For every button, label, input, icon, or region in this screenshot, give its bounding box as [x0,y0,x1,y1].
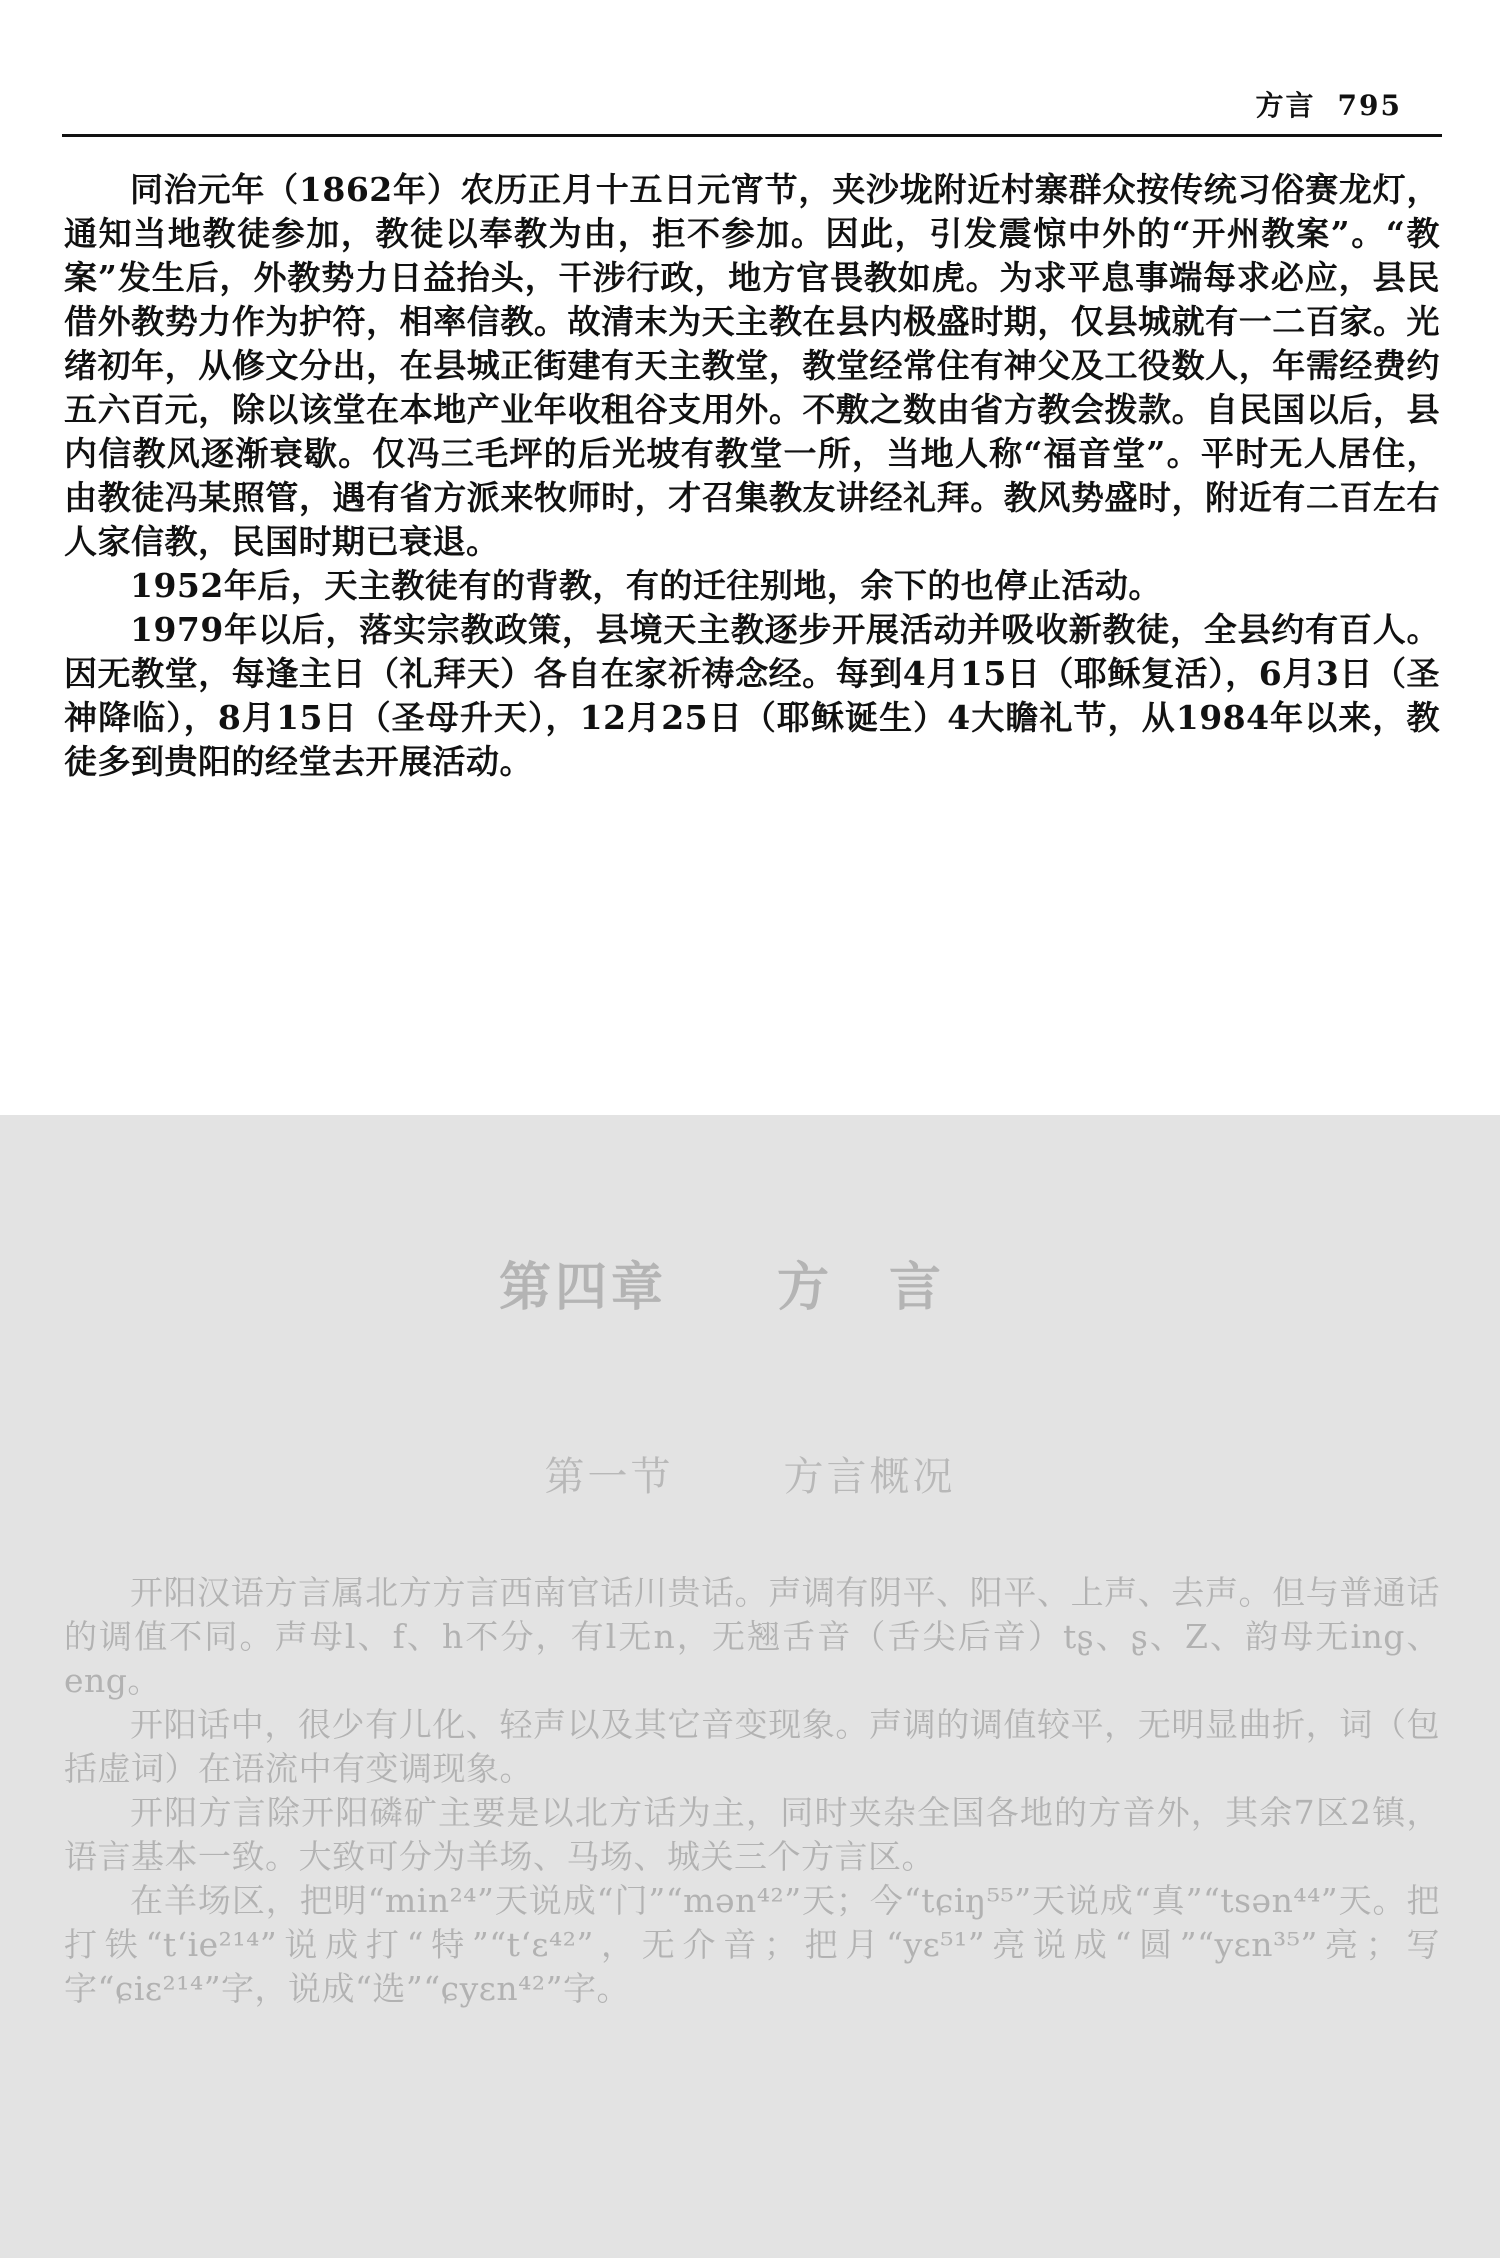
header-rule [62,134,1442,137]
top-body-text [64,168,1440,784]
chapter-name: 方言 [777,1257,1002,1318]
section-title [0,1445,1500,1502]
chapter-title [0,1245,1500,1320]
paragraph: 在羊场区，把明“min²⁴”天说成“门”“mən⁴²”天；今“tɕiŋ⁵⁵”天说成“真”“tsən⁴⁴”天。把打铁“tʻie²¹⁴”说成打“特”“tʻɛ⁴²”，无介音；把月“yɛ⁵¹”亮说成“圆”“yɛn³⁵”亮；写字“ɕiɛ²¹⁴”字，说成“选”“ɕyɛn⁴²”字。 [64,1881,1440,2008]
page-number: 795 [1337,89,1402,122]
chapter-label: 第四章 [498,1257,667,1318]
paragraph: 开阳方言除开阳磷矿主要是以北方话为主，同时夹杂全国各地的方音外，其余7区2镇，语言基本一致。大致可分为羊场、马场、城关三个方言区。 [64,1793,1440,1876]
bottom-body-text [64,1571,1440,2011]
paragraph: 1952年后，天主教徒有的背教，有的迁往别地，余下的也停止活动。 [130,566,1162,605]
page-bottom-section [0,1115,1500,2258]
header-text [1256,84,1402,124]
paragraph: 1979年以后，落实宗教政策，县境天主教逐步开展活动并吸收新教徒，全县约有百人。因无教堂，每逢主日（礼拜天）各自在家祈祷念经。每到4月15日（耶稣复活），6月3日（圣神降临），8月15日（圣母升天），12月25日（耶稣诞生）4大瞻礼节，从1984年以来，教徒多到贵阳的经堂去开展活动。 [64,610,1440,781]
page-top-section [0,0,1500,1115]
paragraph: 开阳话中，很少有儿化、轻声以及其它音变现象。声调的调值较平，无明显曲折，词（包括虚词）在语流中有变调现象。 [64,1705,1440,1788]
paragraph: 开阳汉语方言属北方方言西南官话川贵话。声调有阴平、阳平、上声、去声。但与普通话的调值不同。声母l、f、h不分，有l无n，无翘舌音（舌尖后音）tʂ、ʂ、Z、韵母无ing、eng。 [64,1573,1440,1700]
running-header [62,70,1442,140]
section-name: 方言概况 [783,1454,956,1500]
header-section-name: 方言 [1255,89,1316,122]
section-label: 第一节 [544,1454,674,1500]
paragraph: 同治元年（1862年）农历正月十五日元宵节，夹沙垅附近村寨群众按传统习俗赛龙灯，通知当地教徒参加，教徒以奉教为由，拒不参加。因此，引发震惊中外的“开州教案”。“教案”发生后，外教势力日益抬头，干涉行政，地方官畏教如虎。为求平息事端每求必应，县民借外教势力作为护符，相率信教。故清末为天主教在县内极盛时期，仅县城就有一二百家。光绪初年，从修文分出，在县城正街建有天主教堂，教堂经常住有神父及工役数人，年需经费约五六百元，除以该堂在本地产业年收租谷支用外。不敷之数由省方教会拨款。自民国以后，县内信教风逐渐衰歇。仅冯三毛坪的后光坡有教堂一所，当地人称“福音堂”。平时无人居住，由教徒冯某照管，遇有省方派来牧师时，才召集教友讲经礼拜。教风势盛时，附近有二百左右人家信教，民国时期已衰退。 [64,170,1440,561]
